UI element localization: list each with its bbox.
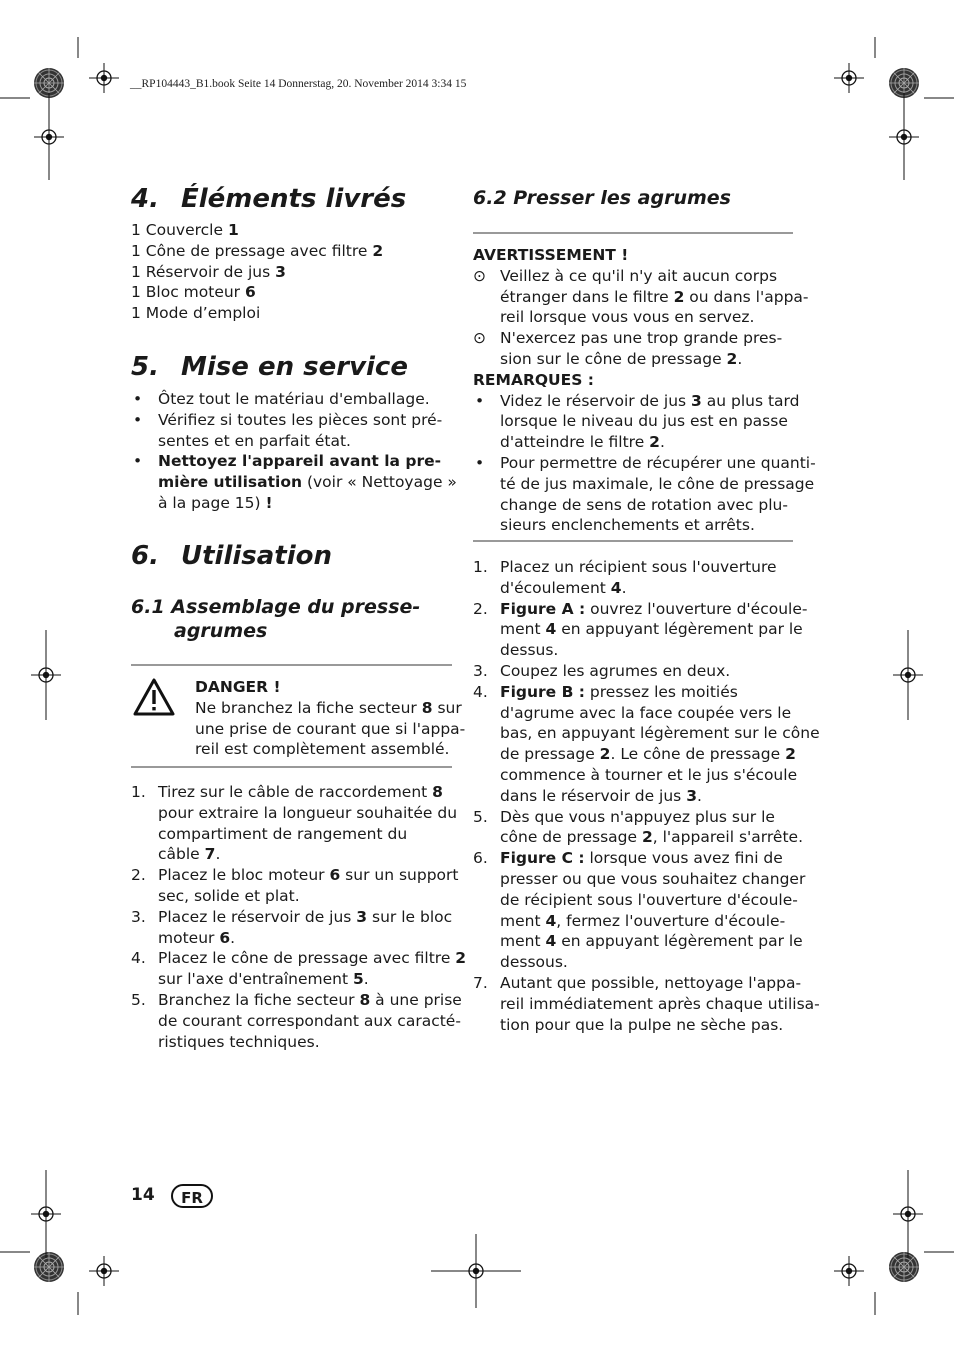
setup-list [131, 389, 457, 514]
list-item: 6. Figure C : lorsque vous avez fini de presser ou que vous souhaitez changer de récipient sous l'ouverture d'écoule- ment 4, fermez l'ouverture d'écoule- ment 4 en appuyant légèrement par le dessous. [473, 849, 806, 972]
divider [131, 664, 452, 666]
list-item: 1 Bloc moteur 6 [131, 283, 256, 302]
list-item: 5. Branchez la fiche secteur 8 à une prise de courant correspondant aux caracté- ristiques techniques. [131, 990, 462, 1051]
list-item: • Nettoyez l'appareil avant la pre- mière utilisation (voir « Nettoyage » à la page 15) ! [133, 452, 457, 512]
section-number: 4. [131, 184, 159, 214]
list-item: 1 Cône de pressage avec filtre 2 [131, 241, 384, 260]
list-item: ⊙ N'exercez pas une trop grande pres- sion sur le cône de pressage 2. [473, 329, 783, 368]
section-number: 6. [131, 541, 159, 571]
delivery-contents-list [131, 220, 453, 324]
section-title: Utilisation [181, 541, 333, 571]
divider [473, 540, 793, 542]
page-number: 14 [131, 1185, 155, 1205]
divider [131, 766, 452, 768]
list-item: 3. Coupez les agrumes en deux. [473, 661, 731, 680]
section-number: 5. [131, 352, 159, 382]
divider [473, 232, 793, 234]
list-item: 1 Couvercle 1 [131, 221, 239, 239]
section-6-heading [131, 541, 332, 571]
list-item: 5. Dès que vous n'appuyez plus sur le cône de pressage 2, l'appareil s'arrête. [473, 807, 803, 847]
assembly-steps [131, 782, 467, 1052]
list-item: 3. Placez le réservoir de jus 3 sur le bloc moteur 6. [131, 907, 453, 947]
section-4-heading [131, 184, 406, 214]
language-badge: FR [171, 1184, 213, 1208]
list-item: ⊙ Veillez à ce qu'il n'y ait aucun corps étranger dans le filtre 2 ou dans l'appa- reil lorsque vous vous en servez. [473, 266, 809, 327]
list-item: 4. Placez le cône de pressage avec filtre 2 sur l'axe d'entraînement 5. [131, 949, 467, 989]
danger-notice: DANGER ! Ne branchez la fiche secteur 8 sur une prise de courant que si l'appa- reil est complètement assemblé. [195, 678, 466, 759]
list-item: 1. Placez un récipient sous l'ouverture d'écoulement 4. [473, 558, 777, 597]
subsection-6-2-heading: 6.2 Presser les agrumes [473, 187, 731, 209]
list-item: • Pour permettre de récupérer une quanti- té de jus maximale, le cône de pressage change de sens de rotation avec plu- sieurs enclenchements et arrêts. [475, 453, 816, 535]
section-title: Éléments livrés [181, 184, 407, 214]
list-item: 1 Mode d’emploi [131, 304, 261, 323]
list-item: 2. Figure A : ouvrez l'ouverture d'écoule- ment 4 en appuyant légèrement par le dessus. [473, 599, 808, 660]
pressing-steps [473, 557, 820, 1035]
warnings-and-notes: AVERTISSEMENT ! ⊙ Veillez à ce qu'il n'y ait aucun corps étranger dans le filtre 2 ou dans l'appa- reil lorsque vous vous en servez. ⊙ N'exercez pas une trop grande pres- sion sur le cône de pressage 2. REMARQUES : • Videz le réservoir de jus 3 au plus tard lorsque le niveau du jus est en passe d'atteindre le filtre 2. • Pour permettre de récupérer une quanti- té de jus maximale, le cône de pressage change de sens de rotation avec plu- sieurs enclenchements et arrêts. [473, 246, 816, 535]
list-item: 1. Tirez sur le câble de raccordement 8 pour extraire la longueur souhaitée du compartiment de rangement du câble 7. [131, 783, 458, 864]
list-item: 1 Réservoir de jus 3 [131, 262, 286, 281]
section-title: Mise en service [181, 352, 408, 382]
warning-triangle-icon [132, 677, 176, 717]
list-item: 2. Placez le bloc moteur 6 sur un support sec, solide et plat. [131, 866, 459, 905]
subsection-6-1-heading: 6.1 Assemblage du presse- agrumes [131, 596, 421, 642]
list-item: 7. Autant que possible, nettoyage l'appa- reil immédiatement après chaque utilisa- tion pour que la pulpe ne sèche pas. [473, 973, 820, 1034]
list-item: • Vérifiez si toutes les pièces sont pré- sentes et en parfait état. [133, 410, 443, 450]
section-5-heading [131, 352, 408, 382]
list-item: 4. Figure B : pressez les moitiés d'agrume avec la face coupée vers le bas, en appuyant légèrement sur le cône de pressage 2. Le cône de pressage 2 commence à tourner et le jus s'écoule dans le réservoir de jus 3. [473, 682, 820, 805]
file-info-header: __RP104443_B1.book Seite 14 Donnerstag, 20. November 2014 3:34 15 [130, 78, 467, 90]
list-item: • Ôtez tout le matériau d'emballage. [133, 390, 430, 408]
list-item: • Videz le réservoir de jus 3 au plus tard lorsque le niveau du jus est en passe d'atteindre le filtre 2. [475, 391, 800, 452]
